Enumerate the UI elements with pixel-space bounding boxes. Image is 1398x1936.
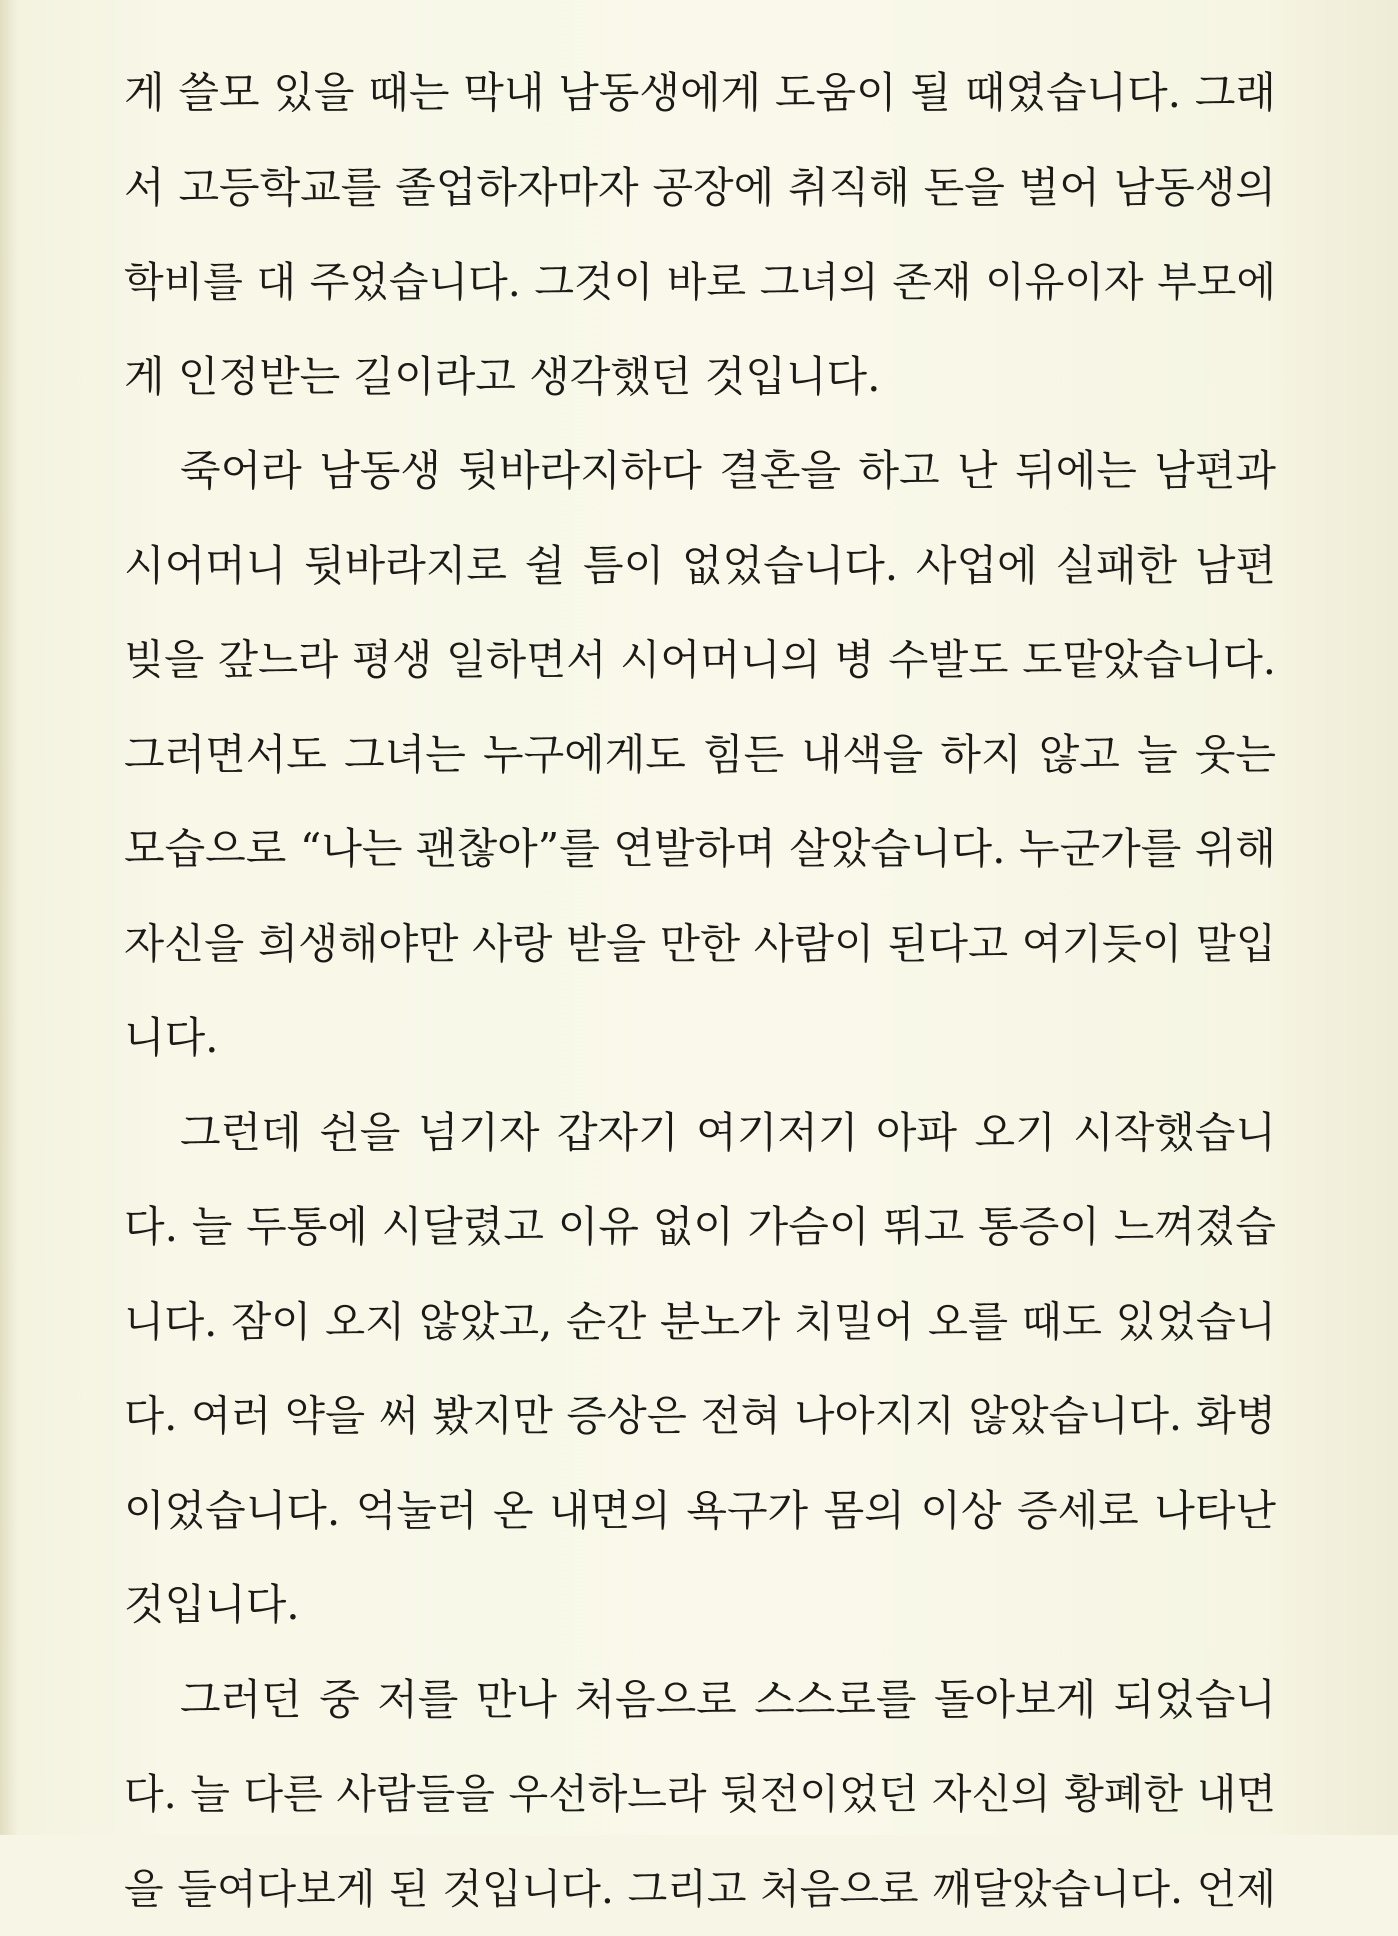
text-line: 다. 여러 약을 써 봤지만 증상은 전혀 나아지지 않았습니다. 화병 bbox=[124, 1369, 1276, 1464]
text-line: 모습으로 “나는 괜찮아”를 연발하며 살았습니다. 누군가를 위해 bbox=[124, 802, 1276, 897]
text-line: 이었습니다. 억눌러 온 내면의 욕구가 몸의 이상 증세로 나타난 bbox=[124, 1464, 1276, 1559]
text-line: 것입니다. bbox=[124, 1558, 1276, 1653]
text-line: 다. 늘 다른 사람들을 우선하느라 뒷전이었던 자신의 황폐한 내면 bbox=[124, 1747, 1276, 1842]
text-line: 학비를 대 주었습니다. 그것이 바로 그녀의 존재 이유이자 부모에 bbox=[124, 235, 1276, 330]
text-line: 니다. 잠이 오지 않았고, 순간 분노가 치밀어 오를 때도 있었습니 bbox=[124, 1275, 1276, 1370]
page-edge-shadow bbox=[0, 0, 18, 1835]
body-text bbox=[124, 46, 1276, 1936]
text-line: 을 들여다보게 된 것입니다. 그리고 처음으로 깨달았습니다. 언제 bbox=[124, 1842, 1276, 1936]
text-line: 게 인정받는 길이라고 생각했던 것입니다. bbox=[124, 330, 1276, 425]
text-line: 게 쓸모 있을 때는 막내 남동생에게 도움이 될 때였습니다. 그래 bbox=[124, 46, 1276, 141]
text-line: 빚을 갚느라 평생 일하면서 시어머니의 병 수발도 도맡았습니다. bbox=[124, 613, 1276, 708]
text-line: 그러면서도 그녀는 누구에게도 힘든 내색을 하지 않고 늘 웃는 bbox=[124, 708, 1276, 803]
paragraph-first-line: 죽어라 남동생 뒷바라지하다 결혼을 하고 난 뒤에는 남편과 bbox=[124, 424, 1276, 519]
paragraph-first-line: 그러던 중 저를 만나 처음으로 스스로를 돌아보게 되었습니 bbox=[124, 1653, 1276, 1748]
text-line: 자신을 희생해야만 사랑 받을 만한 사람이 된다고 여기듯이 말입 bbox=[124, 897, 1276, 992]
text-line: 서 고등학교를 졸업하자마자 공장에 취직해 돈을 벌어 남동생의 bbox=[124, 141, 1276, 236]
paragraph-first-line: 그런데 쉰을 넘기자 갑자기 여기저기 아파 오기 시작했습니 bbox=[124, 1086, 1276, 1181]
text-line: 다. 늘 두통에 시달렸고 이유 없이 가슴이 뛰고 통증이 느껴졌습 bbox=[124, 1180, 1276, 1275]
text-line: 니다. bbox=[124, 991, 1276, 1086]
text-line: 시어머니 뒷바라지로 쉴 틈이 없었습니다. 사업에 실패한 남편 bbox=[124, 519, 1276, 614]
